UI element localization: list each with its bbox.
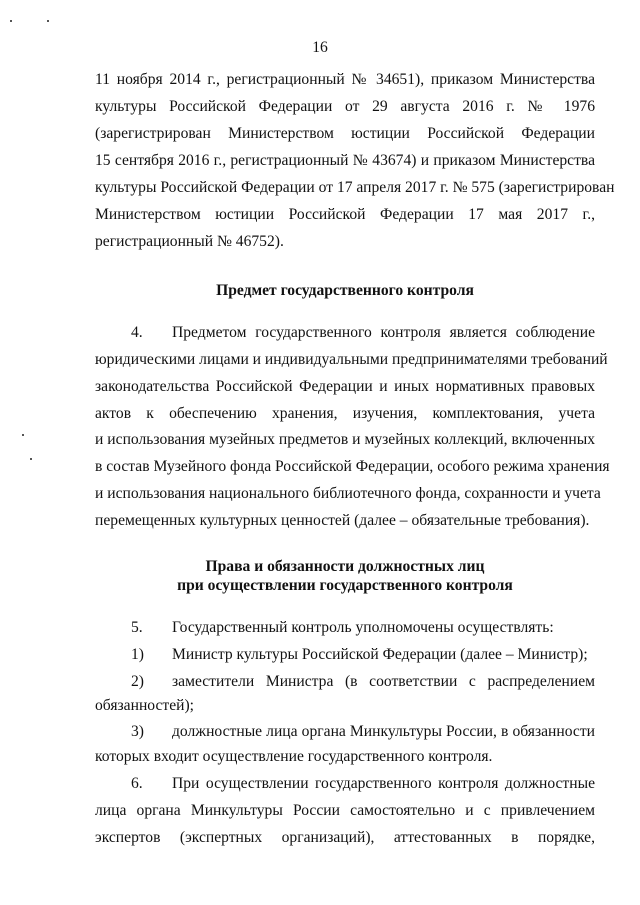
text-line: (зарегистрирован Министерством юстиции Российской Федерации — [95, 125, 595, 142]
text-line: и использования национального библиотечного фонда, сохранности и учета — [95, 485, 601, 502]
text-line: регистрационный № 46752). — [95, 233, 284, 250]
text-line: заместители Министра (в соответствии с распределением — [172, 673, 595, 690]
scan-speck — [10, 20, 12, 22]
text-line: При осуществлении государственного контроля должностные — [172, 775, 595, 792]
paragraph-number: 4. — [131, 324, 143, 341]
text-line: Государственный контроль уполномочены осуществлять: — [172, 619, 554, 636]
text-line: 11 ноября 2014 г., регистрационный № 34651), приказом Министерства — [95, 71, 595, 88]
text-line: должностные лица органа Минкультуры России, в обязанности — [172, 723, 595, 740]
scan-speck — [47, 20, 49, 22]
text-line: Министерством юстиции Российской Федерации 17 мая 2017 г., — [95, 206, 595, 223]
text-line: экспертов (экспертных организаций), аттестованных в порядке, — [95, 829, 595, 846]
text-line: юридическими лицами и индивидуальными предпринимателями требований — [95, 351, 608, 368]
text-line: обязанностей); — [95, 697, 194, 714]
page-number: 16 — [312, 39, 328, 56]
paragraph-number: 6. — [131, 775, 143, 792]
section-heading: при осуществлении государственного контроля — [177, 577, 513, 594]
scan-speck — [30, 458, 32, 460]
text-line: лица органа Минкультуры России самостоятельно и с привлечением — [95, 802, 595, 819]
text-line: и использования музейных предметов и музейных коллекций, включенных — [95, 431, 595, 448]
text-line: актов к обеспечению хранения, изучения, комплектования, учета — [95, 405, 595, 422]
paragraph-number: 5. — [131, 619, 143, 636]
text-line: перемещенных культурных ценностей (далее – обязательные требования). — [95, 512, 590, 529]
item-number: 2) — [131, 673, 144, 690]
text-line: Министр культуры Российской Федерации (далее – Министр); — [172, 646, 588, 663]
text-line: Предметом государственного контроля является соблюдение — [172, 324, 595, 341]
text-line: культуры Российской Федерации от 29 августа 2016 г. № 1976 — [95, 98, 595, 115]
text-line: которых входит осуществление государственного контроля. — [95, 748, 493, 765]
scan-speck — [22, 434, 24, 436]
text-line: культуры Российской Федерации от 17 апреля 2017 г. № 575 (зарегистрирован — [95, 179, 615, 196]
item-number: 1) — [131, 646, 144, 663]
text-line: законодательства Российской Федерации и иных нормативных правовых — [95, 378, 595, 395]
section-heading: Права и обязанности должностных лиц — [205, 558, 485, 575]
item-number: 3) — [131, 723, 144, 740]
text-line: в состав Музейного фонда Российской Федерации, особого режима хранения — [95, 458, 610, 475]
section-heading: Предмет государственного контроля — [216, 282, 474, 299]
text-line: 15 сентября 2016 г., регистрационный № 43674) и приказом Министерства — [95, 152, 595, 169]
